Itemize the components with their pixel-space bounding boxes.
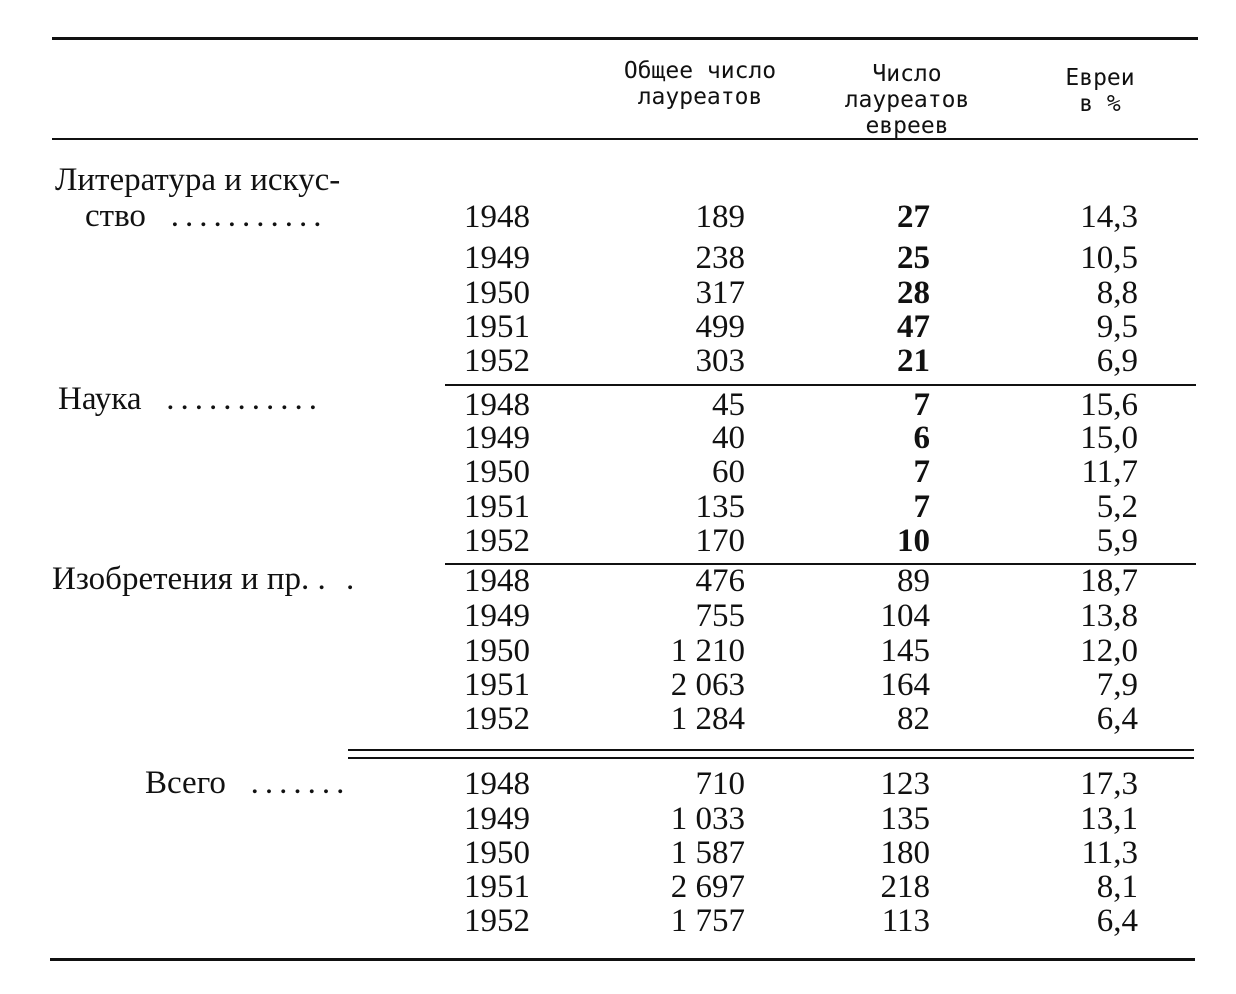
- header-line: Число: [872, 61, 942, 87]
- table-cell-pct: 10,5: [1080, 240, 1138, 276]
- table-cell-pct: 12,0: [1080, 633, 1138, 669]
- section-label-line: Литература и искус-: [55, 162, 341, 198]
- table-cell-jews: 135: [880, 801, 930, 837]
- header-jewish-laureates: [822, 61, 992, 139]
- table-cell-total: 2 063: [670, 667, 745, 703]
- section-label-line: [55, 198, 340, 234]
- header-line: лауреатов: [844, 87, 970, 113]
- table-cell-jews: 7: [913, 489, 930, 525]
- table-cell-year: 1949: [464, 240, 530, 276]
- table-cell-year: 1951: [464, 667, 530, 703]
- table-cell-pct: 5,2: [1096, 489, 1138, 525]
- table-cell-year: 1951: [464, 489, 530, 525]
- header-jews-percent: [1040, 65, 1160, 117]
- table-cell-jews: 28: [897, 275, 930, 311]
- header-line: лауреатов: [637, 84, 763, 110]
- table-cell-pct: 6,4: [1096, 701, 1138, 737]
- table-cell-jews: 47: [897, 309, 930, 345]
- table-cell-pct: 13,8: [1080, 598, 1138, 634]
- table-cell-total: 710: [695, 766, 745, 802]
- table-cell-pct: 15,0: [1080, 420, 1138, 456]
- table-cell-jews: 21: [897, 343, 930, 379]
- table-cell-jews: 164: [880, 667, 930, 703]
- table-cell-total: 1 587: [670, 835, 745, 871]
- header-bottom-rule: [52, 138, 1198, 140]
- table-cell-jews: 218: [880, 869, 930, 905]
- table-cell-year: 1952: [464, 343, 530, 379]
- table-cell-jews: 113: [881, 903, 930, 939]
- table-cell-total: 476: [695, 563, 745, 599]
- table-cell-jews: 123: [880, 766, 930, 802]
- table-cell-year: 1948: [464, 766, 530, 802]
- table-cell-total: 40: [712, 420, 745, 456]
- table-cell-year: 1948: [464, 387, 530, 423]
- total-double-rule-lower: [348, 757, 1194, 759]
- table-cell-pct: 5,9: [1096, 523, 1138, 559]
- table-cell-pct: 11,7: [1081, 454, 1138, 490]
- section-label-text: Всего: [145, 765, 226, 801]
- table-cell-total: 238: [695, 240, 745, 276]
- table-cell-total: 135: [695, 489, 745, 525]
- table-cell-pct: 18,7: [1080, 563, 1138, 599]
- table-cell-jews: 7: [913, 387, 930, 423]
- table-cell-total: 755: [695, 598, 745, 634]
- header-total-laureates: [595, 58, 805, 110]
- section-divider-science: [445, 384, 1196, 386]
- table-cell-year: 1948: [464, 563, 530, 599]
- total-double-rule-upper: [348, 749, 1194, 751]
- section-label-text: ство: [85, 198, 146, 234]
- table-cell-total: 60: [712, 454, 745, 490]
- section-label-total: [145, 765, 350, 801]
- table-cell-total: 499: [695, 309, 745, 345]
- header-line: Общее число: [623, 58, 777, 84]
- table-bottom-rule: [50, 958, 1195, 961]
- table-cell-year: 1948: [464, 199, 530, 235]
- dot-leader: .......: [250, 765, 351, 801]
- table-cell-total: 1 210: [670, 633, 745, 669]
- table-cell-total: 189: [695, 199, 745, 235]
- table-cell-jews: 7: [913, 454, 930, 490]
- table-cell-pct: 6,9: [1096, 343, 1138, 379]
- table-cell-pct: 15,6: [1080, 387, 1138, 423]
- dot-leader: ...........: [166, 381, 323, 417]
- table-cell-total: 2 697: [670, 869, 745, 905]
- table-cell-jews: 104: [880, 598, 930, 634]
- table-cell-total: 317: [695, 275, 745, 311]
- table-cell-pct: 8,1: [1096, 869, 1138, 905]
- table-cell-year: 1950: [464, 454, 530, 490]
- table-cell-pct: 17,3: [1080, 766, 1138, 802]
- table-cell-total: 1 284: [670, 701, 745, 737]
- table-cell-pct: 7,9: [1096, 667, 1138, 703]
- table-cell-year: 1949: [464, 598, 530, 634]
- dot-leader: . .: [317, 561, 361, 597]
- section-label-science: [58, 381, 323, 417]
- header-line: евреев: [865, 113, 949, 139]
- section-label-inventions: [52, 561, 360, 597]
- header-line: в %: [1079, 91, 1121, 117]
- table-cell-year: 1952: [464, 903, 530, 939]
- table-cell-pct: 6,4: [1096, 903, 1138, 939]
- table-cell-jews: 6: [913, 420, 930, 456]
- table-cell-total: 1 033: [670, 801, 745, 837]
- table-top-rule: [52, 37, 1198, 40]
- table-cell-pct: 9,5: [1096, 309, 1138, 345]
- table-cell-year: 1949: [464, 801, 530, 837]
- table-cell-year: 1952: [464, 701, 530, 737]
- table-cell-year: 1950: [464, 275, 530, 311]
- section-label-literature: [55, 162, 340, 234]
- table-cell-year: 1950: [464, 835, 530, 871]
- table-cell-year: 1951: [464, 869, 530, 905]
- table-cell-jews: 89: [897, 563, 930, 599]
- table-cell-jews: 180: [880, 835, 930, 871]
- table-cell-total: 303: [695, 343, 745, 379]
- section-label-text: Наука: [58, 381, 142, 417]
- table-cell-year: 1951: [464, 309, 530, 345]
- table-cell-year: 1950: [464, 633, 530, 669]
- header-line: Евреи: [1065, 65, 1135, 91]
- table-cell-total: 45: [712, 387, 745, 423]
- table-cell-jews: 145: [880, 633, 930, 669]
- table-cell-total: 1 757: [670, 903, 745, 939]
- table-cell-year: 1952: [464, 523, 530, 559]
- table-cell-jews: 10: [897, 523, 930, 559]
- table-cell-jews: 82: [897, 701, 930, 737]
- table-cell-jews: 25: [897, 240, 930, 276]
- table-cell-jews: 27: [897, 199, 930, 235]
- table-cell-pct: 8,8: [1096, 275, 1138, 311]
- table-cell-pct: 14,3: [1080, 199, 1138, 235]
- table-cell-year: 1949: [464, 420, 530, 456]
- table-cell-total: 170: [695, 523, 745, 559]
- table-cell-pct: 11,3: [1081, 835, 1138, 871]
- section-label-text: Изобретения и пр.: [52, 561, 310, 597]
- table-cell-pct: 13,1: [1080, 801, 1138, 837]
- dot-leader: ...........: [170, 198, 328, 234]
